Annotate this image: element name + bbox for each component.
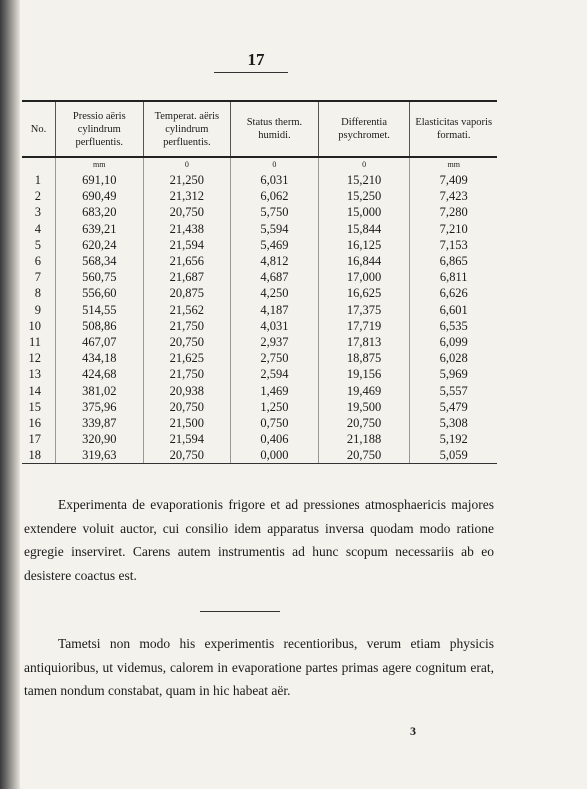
cell-psychrometric-difference: 19,469 [318,382,410,398]
table-row [22,237,497,253]
signature-mark: 3 [410,724,416,738]
cell-temperature: 21,500 [143,415,231,431]
cell-psychrometric-difference: 17,375 [318,302,410,318]
header-wet-thermometer: Status therm. humidi. [231,101,319,157]
cell-vapour-elasticity: 7,409 [410,172,497,188]
cell-number: 5 [34,237,41,252]
unit-cell [22,157,55,172]
header-pressure: Pressio aëris cylindrum perfluentis. [55,101,143,157]
cell-wet-thermometer: 5,469 [231,237,319,253]
table-row [22,188,497,204]
units-row [22,157,497,172]
cell-pressure: 319,63 [55,447,143,464]
cell-pressure: 683,20 [55,204,143,220]
table-row [22,172,497,188]
header-psychrometric-difference: Differentia psychromet. [318,101,410,157]
cell-number: 13 [28,367,41,382]
data-table [22,100,497,464]
table-row [22,334,497,350]
header-vapour-elasticity: Elasticitas vaporis formati. [410,101,497,157]
section-divider [200,611,280,612]
cell-number: 8 [34,286,41,301]
paragraph-heat-in-evaporation: Tametsi non modo his experimentis recentioribus, verum etiam physicis antiquioribus, ut videmus, calorem in evaporatione partes primas agere cognitum erat, tamen nondum constabat, quam in hic habeat aër. [24,636,494,698]
cell-temperature: 21,656 [143,253,231,269]
cell-wet-thermometer: 5,750 [231,204,319,220]
cell-pressure: 320,90 [55,431,143,447]
cell-number: 2 [34,189,41,204]
cell-wet-thermometer: 4,812 [231,253,319,269]
cell-psychrometric-difference: 20,750 [318,415,410,431]
cell-pressure: 434,18 [55,350,143,366]
cell-number: 4 [34,221,41,236]
cell-temperature: 20,750 [143,447,231,464]
cell-psychrometric-difference: 17,813 [318,334,410,350]
cell-wet-thermometer: 4,687 [231,269,319,285]
cell-psychrometric-difference: 15,844 [318,221,410,237]
cell-psychrometric-difference: 20,750 [318,447,410,464]
cell-number: 14 [28,383,41,398]
cell-wet-thermometer: 2,750 [231,350,319,366]
cell-pressure: 690,49 [55,188,143,204]
cell-wet-thermometer: 6,062 [231,188,319,204]
cell-number: 3 [34,205,41,220]
cell-vapour-elasticity: 6,865 [410,253,497,269]
table-row [22,366,497,382]
cell-temperature: 21,750 [143,318,231,334]
table-row [22,253,497,269]
cell-psychrometric-difference: 17,719 [318,318,410,334]
unit-cell: 0 [231,157,319,172]
cell-vapour-elasticity: 5,308 [410,415,497,431]
cell-temperature: 20,750 [143,204,231,220]
cell-wet-thermometer: 0,750 [231,415,319,431]
cell-vapour-elasticity: 5,479 [410,399,497,415]
cell-psychrometric-difference: 15,000 [318,204,410,220]
cell-number: 10 [28,318,41,333]
unit-cell: 0 [143,157,231,172]
cell-temperature: 21,250 [143,172,231,188]
cell-psychrometric-difference: 16,844 [318,253,410,269]
header-rule [214,72,288,73]
cell-wet-thermometer: 6,031 [231,172,319,188]
table-row [22,285,497,301]
table-header-row [22,101,497,157]
cell-vapour-elasticity: 5,192 [410,431,497,447]
cell-vapour-elasticity: 5,059 [410,447,497,464]
cell-temperature: 21,594 [143,237,231,253]
table-row [22,204,497,220]
cell-vapour-elasticity: 6,028 [410,350,497,366]
table-row [22,431,497,447]
table-row [22,269,497,285]
cell-vapour-elasticity: 6,626 [410,285,497,301]
cell-pressure: 556,60 [55,285,143,301]
table-row [22,221,497,237]
cell-wet-thermometer: 1,469 [231,382,319,398]
cell-number: 7 [34,270,41,285]
cell-number: 1 [34,173,41,188]
cell-vapour-elasticity: 6,811 [410,269,497,285]
cell-temperature: 21,687 [143,269,231,285]
book-binding-edge [0,0,20,789]
cell-wet-thermometer: 0,406 [231,431,319,447]
cell-wet-thermometer: 4,031 [231,318,319,334]
cell-psychrometric-difference: 16,125 [318,237,410,253]
cell-psychrometric-difference: 15,250 [318,188,410,204]
cell-temperature: 21,625 [143,350,231,366]
cell-pressure: 620,24 [55,237,143,253]
cell-wet-thermometer: 4,250 [231,285,319,301]
cell-temperature: 21,594 [143,431,231,447]
cell-pressure: 339,87 [55,415,143,431]
cell-vapour-elasticity: 5,969 [410,366,497,382]
cell-pressure: 639,21 [55,221,143,237]
cell-pressure: 568,34 [55,253,143,269]
cell-temperature: 21,750 [143,366,231,382]
cell-number: 17 [28,432,41,447]
cell-wet-thermometer: 5,594 [231,221,319,237]
cell-psychrometric-difference: 19,156 [318,366,410,382]
cell-temperature: 21,312 [143,188,231,204]
cell-number: 9 [34,302,41,317]
cell-vapour-elasticity: 7,423 [410,188,497,204]
cell-number: 15 [28,399,41,414]
cell-vapour-elasticity: 5,557 [410,382,497,398]
cell-psychrometric-difference: 16,625 [318,285,410,301]
cell-wet-thermometer: 1,250 [231,399,319,415]
cell-temperature: 20,750 [143,334,231,350]
table-row [22,415,497,431]
cell-wet-thermometer: 4,187 [231,302,319,318]
cell-pressure: 691,10 [55,172,143,188]
cell-number: 16 [28,415,41,430]
cell-pressure: 375,96 [55,399,143,415]
table-row [22,350,497,366]
cell-temperature: 20,750 [143,399,231,415]
cell-wet-thermometer: 2,594 [231,366,319,382]
cell-pressure: 467,07 [55,334,143,350]
cell-psychrometric-difference: 15,210 [318,172,410,188]
table-row [22,318,497,334]
cell-temperature: 21,562 [143,302,231,318]
table-row [22,447,497,464]
cell-wet-thermometer: 2,937 [231,334,319,350]
cell-pressure: 508,86 [55,318,143,334]
unit-cell: mm [55,157,143,172]
cell-number: 18 [22,447,55,464]
cell-temperature: 20,938 [143,382,231,398]
cell-temperature: 21,438 [143,221,231,237]
table-row [22,399,497,415]
table-row [22,302,497,318]
table-row [22,382,497,398]
cell-number: 12 [28,351,41,366]
cell-pressure: 560,75 [55,269,143,285]
cell-temperature: 20,875 [143,285,231,301]
cell-vapour-elasticity: 7,280 [410,204,497,220]
cell-vapour-elasticity: 7,153 [410,237,497,253]
cell-psychrometric-difference: 17,000 [318,269,410,285]
page-number: 17 [247,50,265,69]
cell-pressure: 424,68 [55,366,143,382]
cell-wet-thermometer: 0,000 [231,447,319,464]
cell-vapour-elasticity: 7,210 [410,221,497,237]
unit-cell: 0 [318,157,410,172]
header-number: No. [22,101,55,157]
header-temperature: Temperat. aëris cylindrum perfluentis. [143,101,231,157]
cell-pressure: 514,55 [55,302,143,318]
cell-vapour-elasticity: 6,601 [410,302,497,318]
cell-psychrometric-difference: 19,500 [318,399,410,415]
cell-pressure: 381,02 [55,382,143,398]
cell-psychrometric-difference: 21,188 [318,431,410,447]
cell-psychrometric-difference: 18,875 [318,350,410,366]
paragraph-evaporation-experiments: Experimenta de evaporationis frigore et ad pressiones atmosphaericis majores extendere voluit auctor, cui consilio idem apparatus inversa quodam modo ratione egregie inserviret. Carens autem instrumentis ad hunc scopum necessariis ab eo desistere coactus est. [24,497,494,583]
cell-number: 11 [28,334,41,349]
table-body [22,157,497,464]
cell-number: 6 [34,254,41,269]
cell-vapour-elasticity: 6,535 [410,318,497,334]
cell-vapour-elasticity: 6,099 [410,334,497,350]
unit-cell: mm [410,157,497,172]
